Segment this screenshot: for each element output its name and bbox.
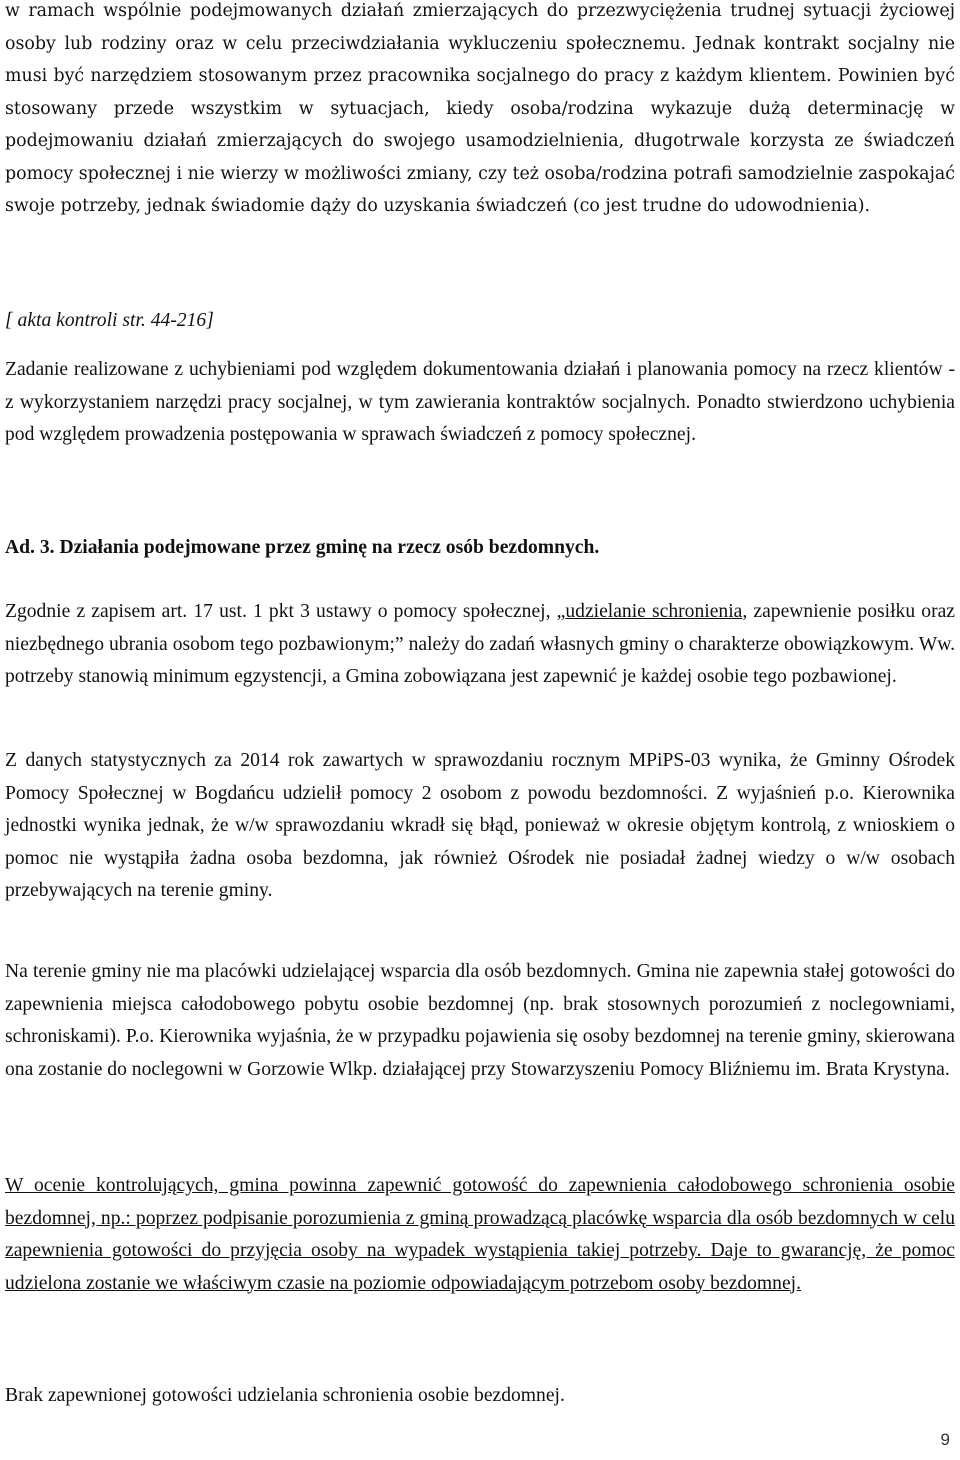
article-after: , zapewnienie posiłku oraz niezbędnego ubrania osobom tego pozbawionym;” należy do zadań własnych gminy o charakterze obowiązkowym. Ww. potrzeby stanowią minimum egzystencji, a Gmina zobowiązana jest zapewnić je każdej osobie tego pozbawionej.	[5, 601, 956, 687]
task-summary-second: Ponadto stwierdzono uchybienia pod względem prowadzenia postępowania w sprawach świadczeń z pomocy społecznej.	[5, 391, 955, 445]
section-heading	[5, 532, 955, 565]
article-paragraph	[5, 596, 955, 694]
reference-note	[5, 305, 955, 338]
article-underlined: udzielanie schronienia	[565, 601, 743, 622]
task-summary-paragraph	[5, 354, 955, 452]
reference-text: [ akta kontroli str. 44-216]	[5, 310, 214, 331]
task-summary-first: Zadanie realizowane z uchybieniami pod względem dokumentowania działań i planowania pomocy na rzecz klientów - z wykorzystaniem narzędzi pracy socjalnej, w tym zawierania kontraktów socjalnych.	[5, 359, 955, 413]
recommendation-paragraph	[5, 1170, 955, 1300]
statistics-paragraph	[5, 745, 955, 908]
no-facility-paragraph	[5, 956, 955, 1086]
page-number: 9	[940, 1430, 950, 1449]
recommendation-second: Daje to gwarancję, że pomoc udzielona zostanie we właściwym czasie na poziomie odpowiadającym potrzebom osoby bezdomnej.	[5, 1240, 955, 1294]
recommendation-first: W ocenie kontrolujących, gmina powinna zapewnić gotowość do zapewnienia całodobowego schronienia osobie bezdomnej, np.: poprzez podpisanie porozumienia z gminą prowadzącą placówkę wsparcia dla osób bezdomnych w celu zapewnienia gotowości do przyjęcia osoby na wypadek wystąpienia takiej potrzeby.	[5, 1175, 955, 1261]
conclusion-paragraph	[5, 1380, 955, 1413]
intro-lead-text: w ramach wspólnie podejmowanych działań zmierzających do przezwyciężenia trudnej sytuacji życiowej osoby lub rodziny oraz w celu przeciwdziałania wykluczeniu społecznemu. Jednak kontrakt socjalny nie musi być narzędziem stosowanym przez pracownika socjalnego do pracy z każdym klientem.	[5, 1, 955, 86]
no-facility-text: Na terenie gminy nie ma placówki udzielającej wsparcia dla osób bezdomnych. Gmina nie zapewnia stałej gotowości do zapewnienia miejsca całodobowego pobytu osobie bezdomnej (np. brak stosownych porozumień z noclegowniami, schroniskami). P.o. Kierownika wyjaśnia, że w przypadku pojawienia się osoby bezdomnej na terenie gminy, skierowana ona zostanie do noclegowni w Gorzowie Wlkp. działającej przy Stowarzyszeniu Pomocy Bliźniemu im. Brata Krystyna.	[5, 961, 955, 1080]
section-heading-text: Ad. 3. Działania podejmowane przez gminę na rzecz osób bezdomnych.	[5, 537, 600, 558]
intro-rest-text: Powinien być stosowany przede wszystkim w sytuacjach, kiedy osoba/rodzina wykazuje dużą determinację w podejmowaniu działań zmierzających do swojego usamodzielnienia, długotrwale korzysta ze świadczeń pomocy społecznej i nie wierzy w możliwości zmiany, czy też osoba/rodzina potrafi samodzielnie zaspokajać swoje potrzeby, jednak świadomie dąży do uzyskania świadczeń (co jest trudne do udowodnienia).	[5, 66, 956, 216]
intro-paragraph	[5, 0, 955, 223]
article-before: Zgodnie z zapisem art. 17 ust. 1 pkt 3 ustawy o pomocy społecznej, „	[5, 601, 566, 622]
conclusion-text: Brak zapewnionej gotowości udzielania schronienia osobie bezdomnej.	[5, 1385, 565, 1406]
statistics-text: Z danych statystycznych za 2014 rok zawartych w sprawozdaniu rocznym MPiPS-03 wynika, że Gminny Ośrodek Pomocy Społecznej w Bogdańcu udzielił pomocy 2 osobom z powodu bezdomności. Z wyjaśnień p.o. Kierownika jednostki wynika jednak, że w/w sprawozdaniu wkradł się błąd, ponieważ w okresie objętym kontrolą, z wnioskiem o pomoc nie wystąpiła żadna osoba bezdomna, jak również Ośrodek nie posiadał żadnej wiedzy o w/w osobach przebywających na terenie gminy.	[5, 750, 955, 901]
